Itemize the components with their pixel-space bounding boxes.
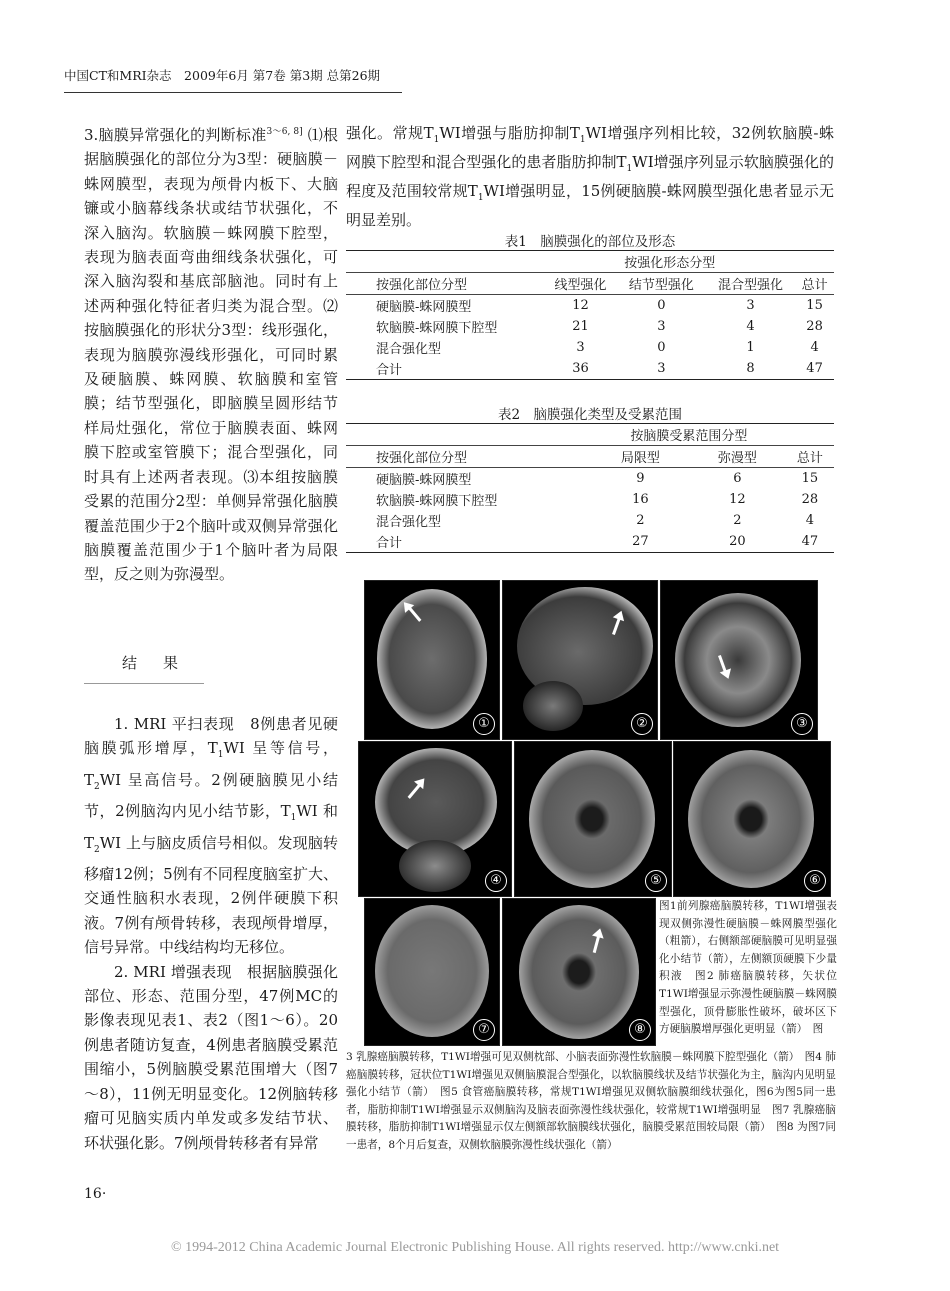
figure-label: ⑦ [473, 1019, 495, 1041]
table-2-col-header: 总计 [796, 451, 823, 466]
figure-label: ⑧ [629, 1019, 651, 1041]
results-rule [84, 683, 204, 684]
copyright-footer: © 1994-2012 China Academic Journal Electronic Publishing House. All rights reserved. http://www.cnki.net [170, 1240, 780, 1255]
table-1-col-header: 总计 [801, 278, 828, 293]
mri-figure-1 [364, 580, 500, 740]
table-2-col-header: 按强化部位分型 [376, 451, 468, 466]
figure-label: ④ [485, 870, 507, 892]
table-row: 硬脑膜-蛛网膜型 9 6 15 [346, 468, 834, 490]
section-3-title: 3.脑膜异常强化的判断标准 [84, 126, 267, 144]
page-number: 16· [84, 1186, 107, 1202]
result-mri-enhanced: 2. MRI 增强表现 根据脑膜强化部位、形态、范围分型，47例MC的影像表现见表1、表2（图1～6）。20例患者随访复查，4例患者脑膜受累范围缩小，5例脑膜受累范围增大（图7～8），11例无明显变化。12例脑转移瘤可见脑实质内单发或多发结节状、环状强化影。7例颅骨转移者有异常 [84, 962, 338, 1152]
mri-figure-8 [502, 898, 656, 1046]
table-2-caption: 表2 脑膜强化类型及受累范围 [497, 407, 683, 423]
table-2-group-header: 按脑膜受累范围分型 [630, 429, 748, 444]
figure-caption-bottom: 3 乳腺癌脑膜转移，T1WI增强可见双侧枕部、小脑表面弥漫性软脑膜－蛛网膜下腔型强化（箭） 图4 肺癌脑膜转移，冠状位T1WI增强见双侧脑膜混合型强化，以软脑膜线状及结节状强化为主，脑沟内见明显强化小结节（箭） 图5 食管癌脑膜转移，常规T1WI增强见双侧软脑膜细线状强化，图6为图5同一患者，脂肪抑制T1WI增强显示双侧脑沟及脑表面弥漫性线状强化，较常规T1WI增强明显 图7 乳腺癌脑膜转移，脂肪抑制T1WI增强显示仅左侧额部软脑膜线状强化，脑膜受累范围较局限（箭） 图8 为图7同一患者，8个月后复查，双侧软脑膜弥漫性线状强化（箭） [346, 1051, 836, 1151]
figure-label: ⑥ [804, 870, 826, 892]
table-row: 硬脑膜-蛛网膜型 12 0 3 15 [346, 295, 834, 317]
figure-label: ① [473, 713, 495, 735]
table-row: 合计 27 20 47 [346, 531, 834, 553]
results-text [84, 712, 338, 1155]
section-3-reference: 3～6, 8] [266, 127, 303, 137]
figure-label: ③ [791, 713, 813, 735]
table-2-col-header: 局限型 [620, 451, 660, 466]
figure-label: ② [631, 713, 653, 735]
figure-label: ⑤ [645, 870, 667, 892]
table-1-caption: 表1 脑膜强化的部位及形态 [504, 234, 676, 250]
table-1-col-header: 混合型强化 [718, 278, 784, 293]
mri-figure-4 [358, 741, 512, 897]
figure-caption-right: 图1前列腺癌脑膜转移，T1WI增强表现双侧弥漫性硬脑膜－蛛网膜型强化（粗箭），右侧额部硬脑膜可见明显强化小结节（箭），左侧额顶硬膜下少量积液 图2 肺癌脑膜转移，矢状位T1WI增强显示弥漫性硬脑膜－蛛网膜型强化，顶骨膨胀性破坏，破坏区下方硬脑膜增厚强化更明显（箭） 图 [659, 900, 837, 1036]
journal-header: 中国CT和MRI杂志 2009年6月 第7卷 第3期 总第26期 [64, 64, 402, 93]
mri-figure-7 [364, 898, 500, 1046]
table-row: 合计 36 3 8 47 [346, 358, 834, 380]
table-row: 软脑膜-蛛网膜下腔型 16 12 28 [376, 492, 819, 509]
mri-figure-6 [673, 741, 831, 897]
table-row: 混合强化型 3 0 1 4 [376, 340, 819, 357]
table-1-group-header: 按强化形态分型 [624, 256, 716, 271]
section-3-body: ⑴根据脑膜强化的部位分为3型：硬脑膜－蛛网膜型，表现为颅骨内板下、大脑镰或小脑幕线条状或结节状强化，不深入脑沟。软脑膜－蛛网膜下腔型，表现为脑表面弯曲细线条状强化，可深入脑沟裂和基底部脑池。同时有上述两种强化特征者归类为混合型。⑵按脑膜强化的形状分3型：线形强化，表现为脑膜弥漫线形强化，可同时累及硬脑膜、蛛网膜、软脑膜和室管膜；结节型强化，即脑膜呈圆形结节样局灶强化，常位于脑膜表面、蛛网膜下腔或室管膜下；混合型强化，同时具有上述两者表现。⑶本组按脑膜受累的范围分2型：单侧异常强化脑膜覆盖范围少于2个脑叶或双侧异常强化脑膜覆盖范围少于1个脑叶者为局限型，反之则为弥漫型。 [84, 126, 338, 584]
table-1 [346, 250, 834, 380]
section-3-criteria [84, 120, 338, 587]
mri-figure-2 [502, 580, 658, 740]
table-1-col-header: 按强化部位分型 [376, 278, 468, 293]
table-row: 软脑膜-蛛网膜下腔型 21 3 4 28 [376, 319, 823, 336]
mri-figure-5 [514, 741, 672, 897]
result-mri-plain: 1. MRI 平扫表现 8例患者见硬脑膜弧形增厚，$T_1WI$ 呈等信号，$T_2WI$ 呈高信号。2例硬脑膜见小结节，2例脑沟内见小结节影，$T_1WI$ 和 $T_2WI$ 上与脑皮质信号相似。发现脑转移瘤12例；5例有不同程度脑室扩大、交通性脑积水表现，2例伴硬膜下积液。7例有颅骨转移，表现颅骨增厚，信号异常。中线结构均无移位。 [84, 715, 338, 957]
right-paragraph: 强化。常规$T_1WI$增强与脂肪抑制$T_1WI$增强序列相比较，32例软脑膜-蛛网膜下腔型和混合型强化的患者脂肪抑制$T_1WI$增强序列显示软脑膜强化的程度及范围较常规$T_1WI$增强明显，15例硬脑膜-蛛网膜型强化患者显示无明显差别。 [346, 124, 834, 229]
table-2-col-header: 弥漫型 [717, 451, 757, 466]
table-1-col-header: 线型强化 [554, 278, 607, 293]
results-heading: 结果 [122, 654, 205, 672]
table-row: 混合强化型 2 2 4 [376, 513, 815, 530]
mri-figure-3 [660, 580, 818, 740]
table-2 [346, 423, 834, 553]
table-1-col-header: 结节型强化 [628, 278, 694, 293]
